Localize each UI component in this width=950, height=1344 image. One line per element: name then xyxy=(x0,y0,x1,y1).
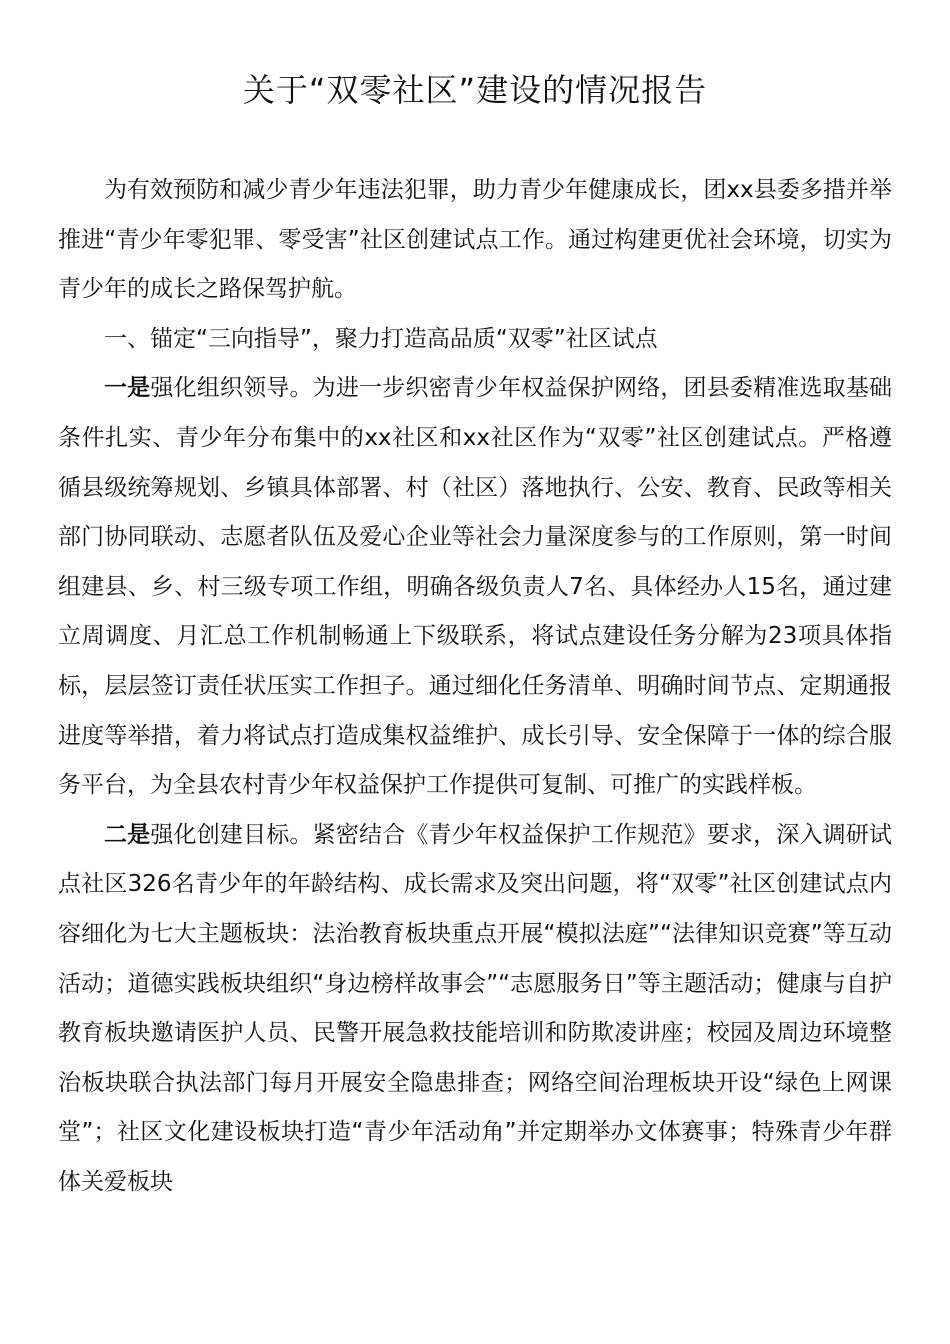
paragraph-text: 强化组织领导。为进一步织密青少年权益保护网络，团县委精准选取基础条件扎实、青少年分布集中的xx社区和xx社区作为“双零”社区创建试点。严格遵循县级统筹规划、乡镇具体部署、村（社区）落地执行、公安、教育、民政等相关部门协同联动、志愿者队伍及爱心企业等社会力量深度参与的工作原则，第一时间组建县、乡、村三级专项工作组，明确各级负责人7名、具体经办人15名，通过建立周调度、月汇总工作机制畅通上下级联系，将试点建设任务分解为23项具体指标，层层签订责任状压实工作担子。通过细化任务清单、明确时间节点、定期通报进度等举措，着力将试点打造成集权益维护、成长引导、安全保障于一体的综合服务平台，为全县农村青少年权益保护工作提供可复制、可推广的实践样板。 xyxy=(58,375,893,799)
paragraph-lead: 一是 xyxy=(104,375,151,402)
paragraph-organization xyxy=(58,364,892,810)
section-heading: 一、锚定“三向指导”，聚力打造高品质“双零”社区试点 xyxy=(104,325,658,352)
document-body xyxy=(58,166,892,1207)
intro-paragraph: 为有效预防和减少青少年违法犯罪，助力青少年健康成长，团xx县委多措并举推进“青少年零犯罪、零受害”社区创建试点工作。通过构建更优社会环境，切实为青少年的成长之路保驾护航。 xyxy=(58,177,892,303)
paragraph-text: 强化创建目标。紧密结合《青少年权益保护工作规范》要求，深入调研试点社区326名青少年的年龄结构、成长需求及突出问题，将“双零”社区创建试点内容细化为七大主题板块：法治教育板块重点开展“模拟法庭”“法律知识竞赛”等互动活动；道德实践板块组织“身边榜样故事会”“志愿服务日”等主题活动；健康与自护教育板块邀请医护人员、民警开展急救技能培训和防欺凌讲座；校园及周边环境整治板块联合执法部门每月开展安全隐患排查；网络空间治理板块开设“绿色上网课堂”；社区文化建设板块打造“青少年活动角”并定期举办文体赛事；特殊青少年群体关爱板块 xyxy=(58,821,893,1195)
paragraph-goals xyxy=(58,811,892,1208)
paragraph-lead: 二是 xyxy=(104,821,151,848)
document-title: 关于“双零社区”建设的情况报告 xyxy=(242,71,708,109)
